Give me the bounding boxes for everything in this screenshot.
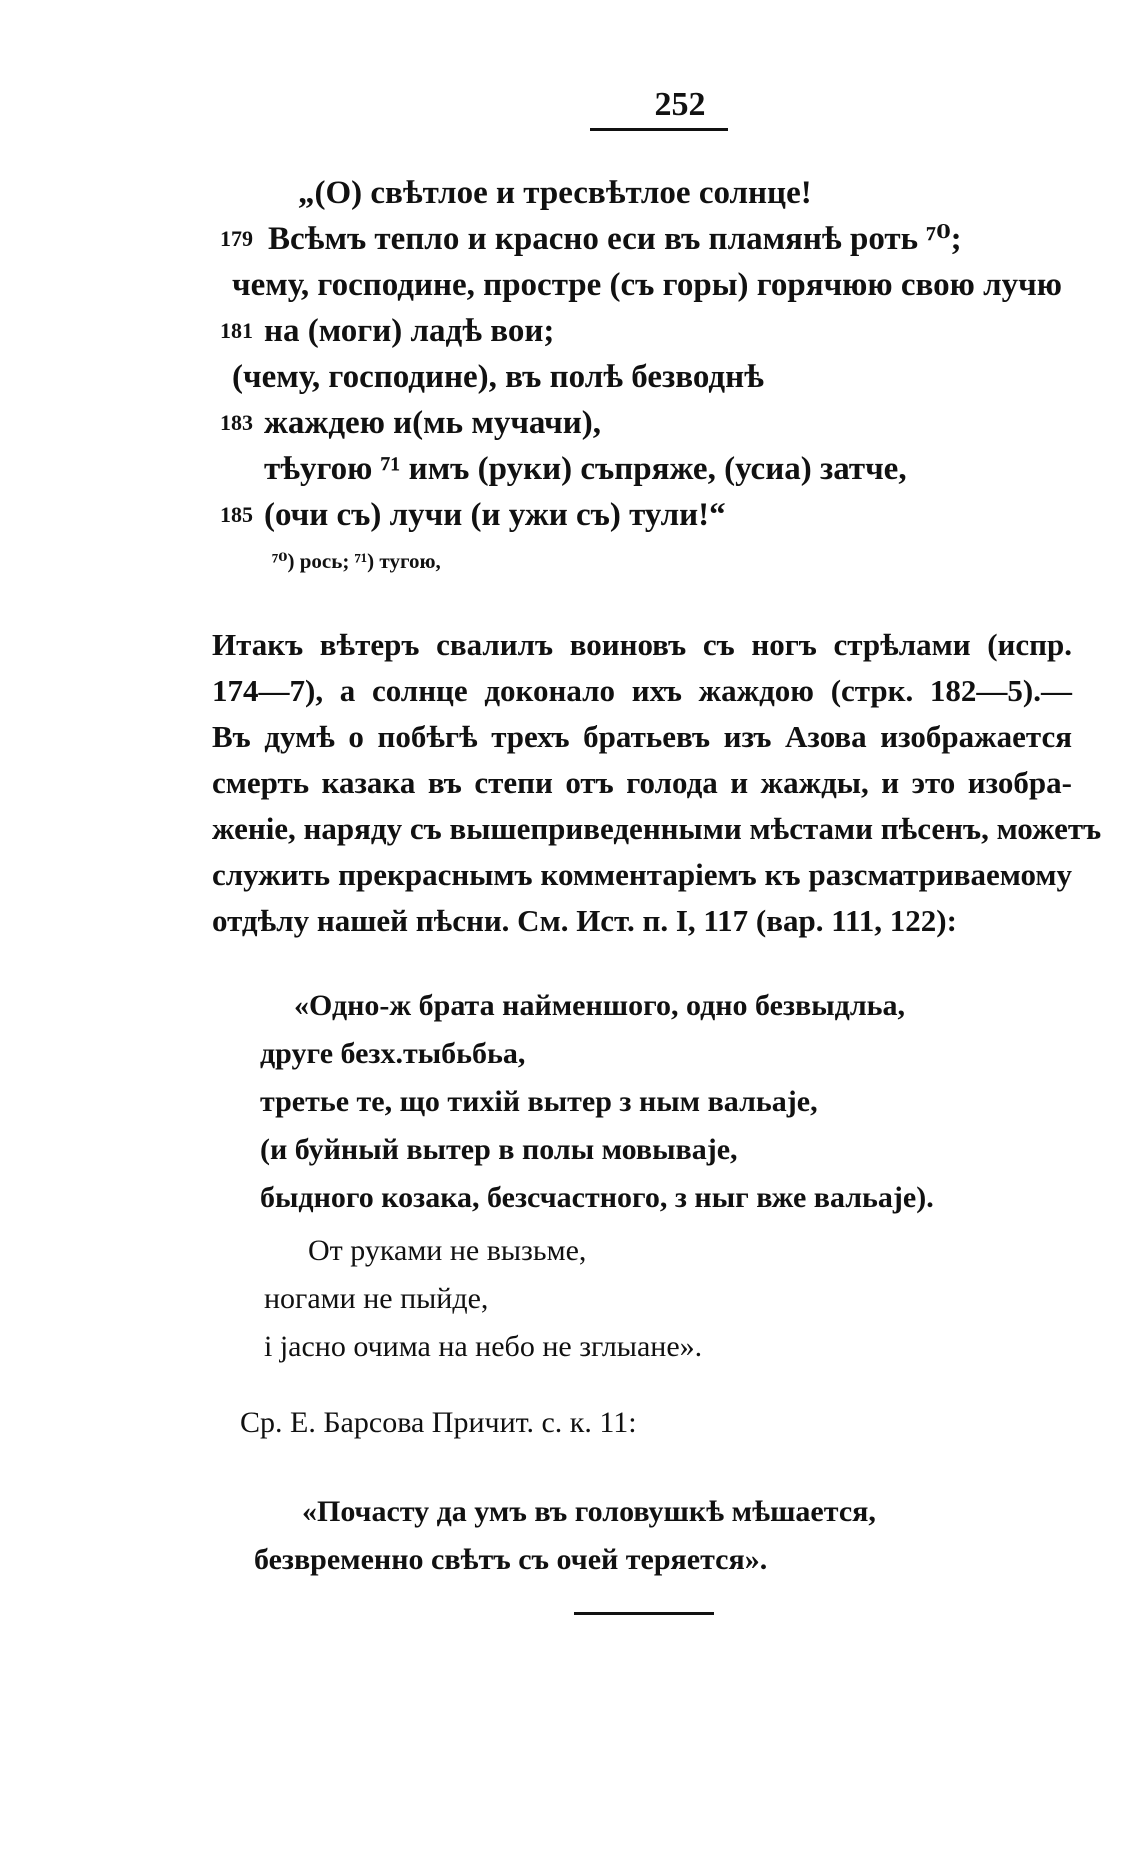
verse-line	[220, 170, 1080, 216]
verse-line	[220, 216, 1080, 262]
verse-line	[220, 308, 1080, 354]
line-number: 179	[220, 226, 253, 251]
verse-text: на (моги) ладѣ вои;	[264, 313, 555, 349]
prose-line: Въ думѣ о побѣгѣ трехъ братьевъ изъ Азова изображается	[212, 719, 1072, 754]
quote-block-barsov	[254, 1488, 876, 1584]
verse-text: „(О) свѣтлое и тресвѣтлое солнце!	[298, 175, 812, 211]
verse-line	[220, 446, 1080, 492]
verse-text: Всѣмъ тепло и красно еси въ пламянѣ роть ⁷⁰;	[268, 221, 962, 257]
verse-text: тѣугою ⁷¹ имъ (руки) съпряже, (усиа) затче,	[264, 451, 907, 487]
quote-line: (и буйный вытер в полы мовываје,	[260, 1133, 738, 1166]
quote-line: ногами не пыйде,	[264, 1282, 489, 1315]
verse-text: жаждею и(мь мучачи),	[264, 405, 601, 441]
prose-line: служить прекраснымъ комментаріемъ къ разсматриваемому	[212, 857, 1072, 892]
prose-line: 174—7), а солнце доконало ихъ жаждою (стрк. 182—5).—	[212, 673, 1072, 708]
verse-line	[220, 400, 1080, 446]
verse-text: чему, господине, простре (съ горы) горячюю свою лучю	[232, 267, 1062, 303]
line-number: 183	[220, 410, 253, 435]
verse-line	[220, 262, 1080, 308]
quote-line: третье те, що тихій вытер з ным вальаје,	[260, 1085, 818, 1118]
quote-line: быдного козака, безсчастного, з ныг вже вальаје).	[260, 1181, 934, 1214]
footnote: ⁷⁰) рось; ⁷¹) тугою,	[272, 549, 441, 573]
quote-line: друге безх.тыбьбьа,	[260, 1037, 526, 1070]
prose-line: смерть казака въ степи отъ голода и жажды, и это изобра-	[212, 765, 1072, 800]
quote-line: «Одно-ж брата найменшого, одно безвыдльа,	[294, 989, 906, 1022]
reference-line: Ср. Е. Барсова Причит. с. к. 11:	[240, 1406, 637, 1439]
verse-line	[220, 354, 1080, 400]
line-number: 185	[220, 502, 253, 527]
quote-block-continuation	[256, 1227, 702, 1371]
verse-text: (чему, господине), въ полѣ безводнѣ	[232, 359, 764, 395]
closing-rule	[574, 1612, 714, 1615]
page-number-rule	[590, 128, 728, 131]
line-number: 181	[220, 318, 253, 343]
quote-block-ukrainian	[260, 982, 1080, 1222]
prose-line: отдѣлу нашей пѣсни. См. Ист. п. I, 117 (вар. 111, 122):	[212, 903, 957, 938]
prose-paragraph	[212, 622, 1102, 944]
quote-line: «Почасту да умъ въ головушкѣ мѣшается,	[302, 1495, 876, 1528]
verse-text: (очи съ) лучи (и ужи съ) тули!“	[264, 497, 726, 533]
verse-block	[220, 170, 1080, 538]
quote-line: і јасно очима на небо не зглыане».	[264, 1330, 703, 1363]
page-number: 252	[654, 86, 706, 123]
quote-line: От руками не вызьме,	[308, 1234, 587, 1267]
verse-line	[220, 492, 1080, 538]
prose-line: Итакъ вѣтеръ свалилъ воиновъ съ ногъ стрѣлами (испр.	[212, 627, 1072, 662]
prose-line: женіе, наряду съ вышеприведенными мѣстами пѣсенъ, можетъ	[212, 811, 1102, 846]
quote-line: безвременно свѣтъ съ очей теряется».	[254, 1543, 768, 1576]
